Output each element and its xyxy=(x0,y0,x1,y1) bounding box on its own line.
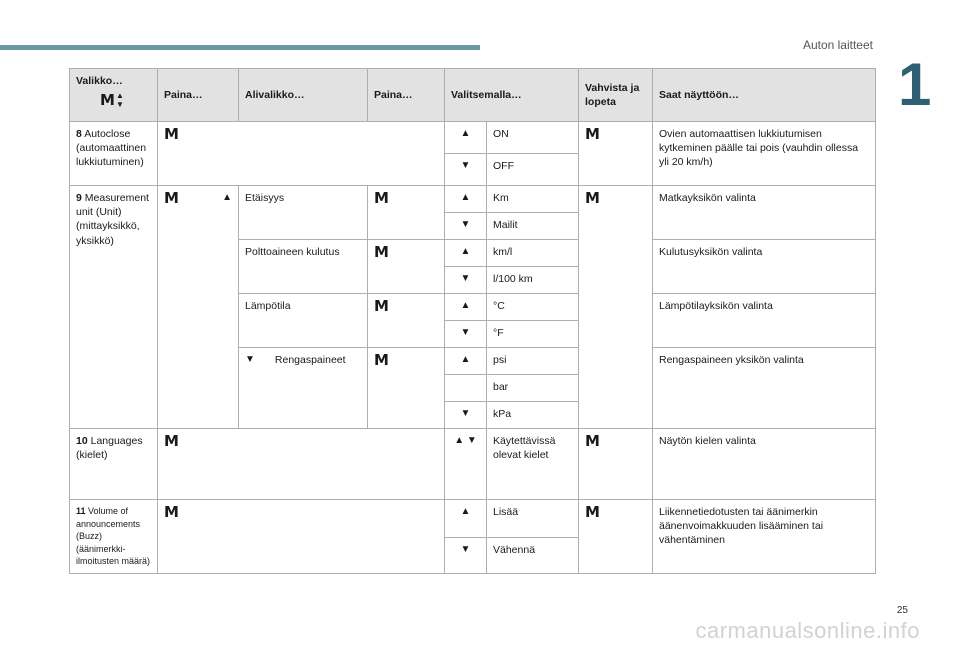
down-arrow-icon: ▼ xyxy=(445,402,487,429)
press-cell xyxy=(158,122,445,186)
option-celsius: °C xyxy=(487,294,579,321)
up-down-arrows-icon xyxy=(445,429,487,500)
submenu-fuel-consumption: Polttoaineen kulutus xyxy=(239,240,368,294)
header-display: Saat näyttöön… xyxy=(653,69,876,122)
menu-measurement-unit: 9 Measurement unit (Unit) (mittayksikkö, yksikkö) xyxy=(70,186,158,429)
option-miles: Mailit xyxy=(487,213,579,240)
chapter-number: 1 xyxy=(898,51,932,118)
table-row xyxy=(70,500,876,538)
m-icon: M xyxy=(374,297,389,315)
option-fahrenheit: °F xyxy=(487,321,579,348)
menu-languages: 10 Languages (kielet) xyxy=(70,429,158,500)
header-press-2: Paina… xyxy=(368,69,445,122)
submenu-tyre-pressure: ▼ Rengaspaineet xyxy=(239,348,368,429)
confirm-cell xyxy=(579,429,653,500)
header-accent-bar xyxy=(0,45,480,50)
press-cell xyxy=(158,429,445,500)
result-languages: Näytön kielen valinta xyxy=(653,429,876,500)
up-arrow-icon: ▲ xyxy=(115,91,124,101)
table-header-row xyxy=(70,69,876,122)
m-icon: M xyxy=(585,189,600,207)
m-icon: M xyxy=(164,125,179,143)
m-arrows-icon xyxy=(100,91,124,109)
m-icon: M xyxy=(164,432,179,450)
result-volume: Liikennetiedotusten tai äänimerkin äänenvoimakkuuden lisääminen tai vähentäminen xyxy=(653,500,876,574)
option-off: OFF xyxy=(487,154,579,186)
settings-menu-table xyxy=(69,68,876,574)
press-cell xyxy=(368,240,445,294)
press-cell xyxy=(158,186,239,429)
confirm-cell xyxy=(579,122,653,186)
option-km-per-l: km/l xyxy=(487,240,579,267)
up-arrow-icon: ▲ xyxy=(445,500,487,538)
table-row xyxy=(70,186,876,213)
result-autoclose: Ovien automaattisen lukkiutumisen kytkeminen päälle tai pois (vauhdin ollessa yli 20 km/h) xyxy=(653,122,876,186)
header-submenu: Alivalikko… xyxy=(239,69,368,122)
down-arrow-icon: ▼ xyxy=(445,267,487,294)
option-decrease: Vähennä xyxy=(487,538,579,574)
result-distance: Matkayksikön valinta xyxy=(653,186,876,240)
m-icon: M xyxy=(164,503,179,521)
option-km: Km xyxy=(487,186,579,213)
header-menu xyxy=(70,69,158,122)
m-icon: M xyxy=(374,189,389,207)
m-icon: M xyxy=(585,503,600,521)
m-icon: M xyxy=(164,189,179,207)
option-psi: psi xyxy=(487,348,579,375)
up-arrow-icon: ▲ xyxy=(454,435,465,446)
header-menu-label: Valikko… xyxy=(76,75,123,87)
option-on: ON xyxy=(487,122,579,154)
m-icon: M xyxy=(585,125,600,143)
m-icon: M xyxy=(585,432,600,450)
up-arrow-icon: ▲ xyxy=(222,192,232,203)
down-arrow-icon: ▼ xyxy=(445,213,487,240)
header-confirm: Vahvista ja lopeta xyxy=(579,69,653,122)
up-arrow-icon: ▲ xyxy=(445,186,487,213)
table-row xyxy=(70,122,876,154)
menu-autoclose: 8 Autoclose (automaattinen lukkiutuminen) xyxy=(70,122,158,186)
down-arrow-icon: ▼ xyxy=(445,154,487,186)
option-l-per-100km: l/100 km xyxy=(487,267,579,294)
option-bar: bar xyxy=(487,375,579,402)
option-increase: Lisää xyxy=(487,500,579,538)
press-cell xyxy=(158,500,445,574)
up-arrow-icon: ▲ xyxy=(445,122,487,154)
option-kpa: kPa xyxy=(487,402,579,429)
up-arrow-icon: ▲ xyxy=(445,240,487,267)
down-arrow-icon: ▼ xyxy=(466,435,477,446)
option-available-languages: Käytettävissä olevat kielet xyxy=(487,429,579,500)
result-fuel: Kulutusyksikön valinta xyxy=(653,240,876,294)
header-press-1: Paina… xyxy=(158,69,239,122)
result-tyre-pressure: Rengaspaineen yksikön valinta xyxy=(653,348,876,429)
m-icon: M xyxy=(374,351,389,369)
result-temperature: Lämpötilayksikön valinta xyxy=(653,294,876,348)
submenu-distance: Etäisyys xyxy=(239,186,368,240)
header-select: Valitsemalla… xyxy=(445,69,579,122)
down-arrow-icon: ▼ xyxy=(115,100,124,110)
watermark: carmanualsonline.info xyxy=(695,618,920,643)
down-arrow-icon: ▼ xyxy=(445,321,487,348)
table-row xyxy=(70,429,876,500)
down-arrow-icon: ▼ xyxy=(245,354,255,365)
confirm-cell xyxy=(579,186,653,429)
empty-arrow-cell xyxy=(445,375,487,402)
up-arrow-icon: ▲ xyxy=(445,348,487,375)
press-cell xyxy=(368,294,445,348)
down-arrow-icon: ▼ xyxy=(445,538,487,574)
submenu-temperature: Lämpötila xyxy=(239,294,368,348)
section-title: Auton laitteet xyxy=(802,38,873,52)
up-arrow-icon: ▲ xyxy=(445,294,487,321)
page-number: 25 xyxy=(896,605,908,616)
press-cell xyxy=(368,186,445,240)
m-icon: M xyxy=(374,243,389,261)
confirm-cell xyxy=(579,500,653,574)
menu-volume: 11 Volume of announcements (Buzz) (äänimerkki-ilmoitusten määrä) xyxy=(70,500,158,574)
press-cell xyxy=(368,348,445,429)
m-icon: M xyxy=(100,90,115,109)
